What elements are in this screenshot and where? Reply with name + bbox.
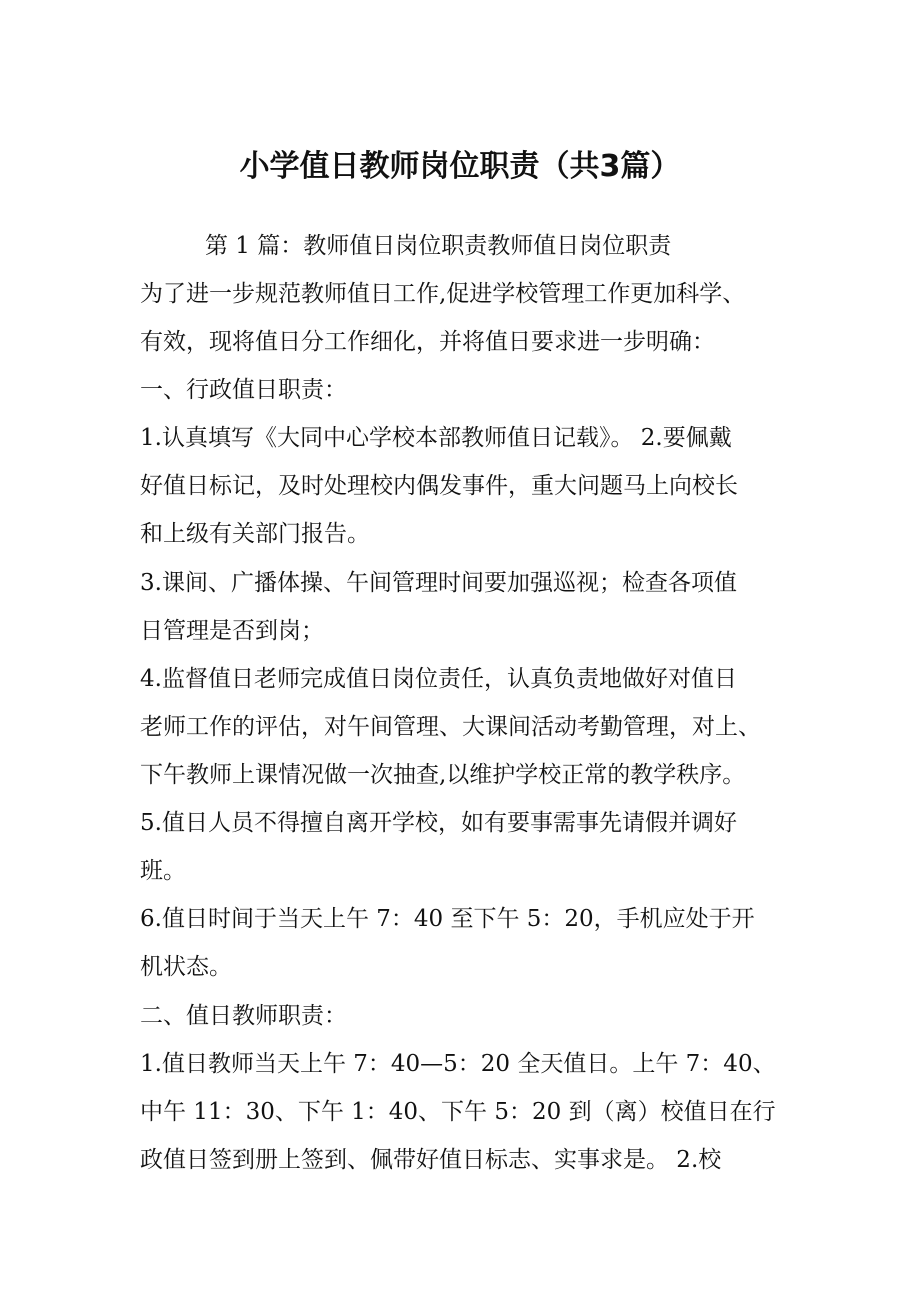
paragraph-line: 为了进一步规范教师值日工作,促进学校管理工作更加科学、	[140, 281, 746, 307]
subsection-heading-1: 一、行政值日职责：	[140, 377, 347, 403]
paragraph-line: 和上级有关部门报告。	[140, 521, 370, 547]
paragraph-line: 日管理是否到岗；	[140, 618, 324, 644]
paragraph-line: 4.监督值日老师完成值日岗位责任，认真负责地做好对值日	[140, 666, 737, 692]
paragraph-line: 班。	[140, 858, 186, 884]
subsection-heading-2: 二、值日教师职责：	[140, 1003, 347, 1029]
section-heading-1: 第 1 篇：教师值日岗位职责教师值日岗位职责	[205, 233, 672, 259]
paragraph-line: 下午教师上课情况做一次抽查,以维护学校正常的教学秩序。	[140, 762, 746, 788]
paragraph-line: 中午 11：30、下午 1：40、下午 5：20 到（离）校值日在行	[140, 1099, 776, 1125]
paragraph-line: 1.值日教师当天上午 7：40—5：20 全天值日。上午 7：40、	[140, 1051, 776, 1077]
paragraph-line: 好值日标记，及时处理校内偶发事件，重大问题马上向校长	[140, 473, 738, 499]
document-title: 小学值日教师岗位职责（共3篇）	[239, 149, 681, 184]
paragraph-line: 老师工作的评估，对午间管理、大课间活动考勤管理，对上、	[140, 714, 761, 740]
paragraph-line: 政值日签到册上签到、佩带好值日标志、实事求是。 2.校	[140, 1147, 722, 1173]
paragraph-line: 5.值日人员不得擅自离开学校，如有要事需事先请假并调好	[140, 810, 737, 836]
paragraph-line: 3.课间、广播体操、午间管理时间要加强巡视；检查各项值	[140, 570, 737, 596]
paragraph-line: 6.值日时间于当天上午 7：40 至下午 5：20，手机应处于开	[140, 906, 755, 932]
paragraph-line: 有效，现将值日分工作细化，并将值日要求进一步明确：	[140, 329, 715, 355]
paragraph-line: 1.认真填写《大同中心学校本部教师值日记载》。 2.要佩戴	[140, 425, 732, 451]
paragraph-line: 机状态。	[140, 954, 232, 980]
